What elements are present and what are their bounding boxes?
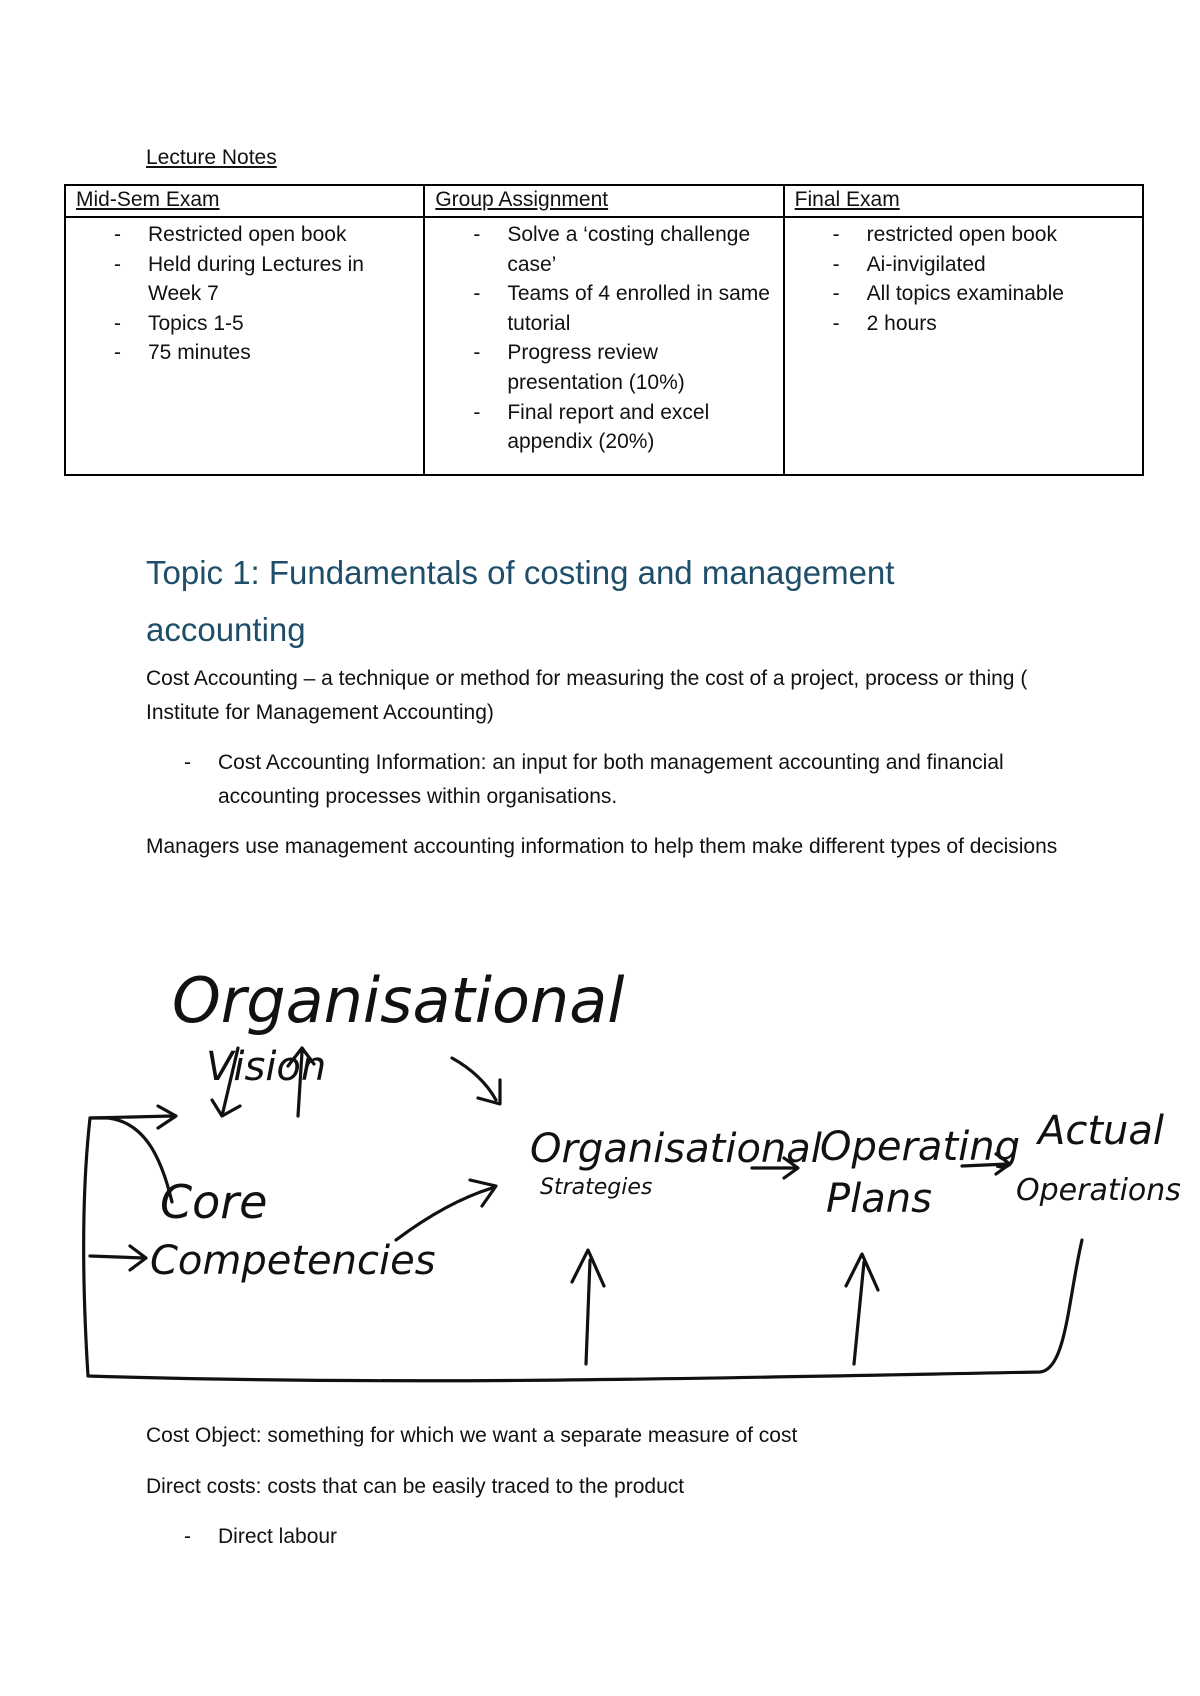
- arrow-to-vision: [90, 1106, 176, 1128]
- list-item: - Teams of 4 enrolled in same tutorial: [507, 279, 772, 338]
- list-item: - restricted open book: [867, 220, 1132, 250]
- diagram-label-plans-line2: Plans: [826, 1176, 932, 1222]
- diagram-label-operations-line1: Actual: [1038, 1108, 1165, 1154]
- diagram-label-core-line2: Competencies: [150, 1238, 436, 1284]
- arrow-up-to-strategies: [572, 1250, 604, 1364]
- managers-decisions-text: Managers use management accounting information to help them make different types of decisions: [146, 835, 1058, 858]
- diagram-label-core-line1: Core: [160, 1175, 268, 1229]
- list-item: - Topics 1-5: [148, 309, 413, 339]
- table-header-row: [65, 185, 1143, 217]
- diagram-label-strategies-line1: Organisational: [530, 1126, 822, 1172]
- list-item: - Restricted open book: [148, 220, 413, 250]
- final-exam-list: [785, 220, 1132, 338]
- cost-accounting-information-bullet: - Cost Accounting Information: an input for both management accounting and financial accounting processes within organisations.: [218, 746, 1068, 814]
- mid-sem-exam-cell: [65, 217, 424, 475]
- list-item: - Solve a ‘costing challenge case’: [507, 220, 772, 279]
- list-item: - Final report and excel appendix (20%): [507, 398, 772, 457]
- diagram-label-operations-line2: Operations: [1016, 1173, 1181, 1208]
- topic-heading: Topic 1: Fundamentals of costing and management accounting: [146, 554, 895, 648]
- strategy-flow-diagram: [0, 940, 1200, 1400]
- diagram-label-strategies-line2: Strategies: [540, 1175, 653, 1200]
- direct-labour-bullet: - Direct labour: [218, 1520, 1068, 1554]
- diagram-label-vision-line2: Vision: [206, 1044, 327, 1090]
- column-header-group-assignment: Group Assignment: [424, 185, 783, 217]
- arrow-vision-to-strategies: [452, 1058, 500, 1104]
- mid-sem-exam-list: [66, 220, 413, 368]
- page-title: Lecture Notes: [146, 146, 277, 169]
- arrow-up-to-plans: [846, 1254, 878, 1364]
- diagram-label-vision-line1: Organisational: [172, 964, 625, 1037]
- list-item: - Held during Lectures in Week 7: [148, 250, 413, 309]
- cost-object-definition: Cost Object: something for which we want a separate measure of cost: [146, 1424, 798, 1447]
- direct-costs-definition: Direct costs: costs that can be easily traced to the product: [146, 1475, 685, 1498]
- table-row: [65, 217, 1143, 475]
- list-item: - All topics examinable: [867, 279, 1132, 309]
- column-header-mid-sem-exam: Mid-Sem Exam: [65, 185, 424, 217]
- list-item: - Ai-invigilated: [867, 250, 1132, 280]
- arrow-core-to-strategies: [396, 1180, 496, 1240]
- column-header-final-exam: Final Exam: [784, 185, 1143, 217]
- arrow-to-core-competencies: [90, 1246, 146, 1270]
- cost-accounting-definition: Cost Accounting – a technique or method for measuring the cost of a project, process or thing ( Institute for Management Accounting): [146, 667, 1028, 724]
- list-item: - Progress review presentation (10%): [507, 338, 772, 397]
- final-exam-cell: [784, 217, 1143, 475]
- group-assignment-cell: [424, 217, 783, 475]
- list-item: - 75 minutes: [148, 338, 413, 368]
- list-item: - 2 hours: [867, 309, 1132, 339]
- diagram-label-plans-line1: Operating: [820, 1124, 1020, 1170]
- group-assignment-list: [425, 220, 772, 457]
- assessment-table: [64, 184, 1144, 476]
